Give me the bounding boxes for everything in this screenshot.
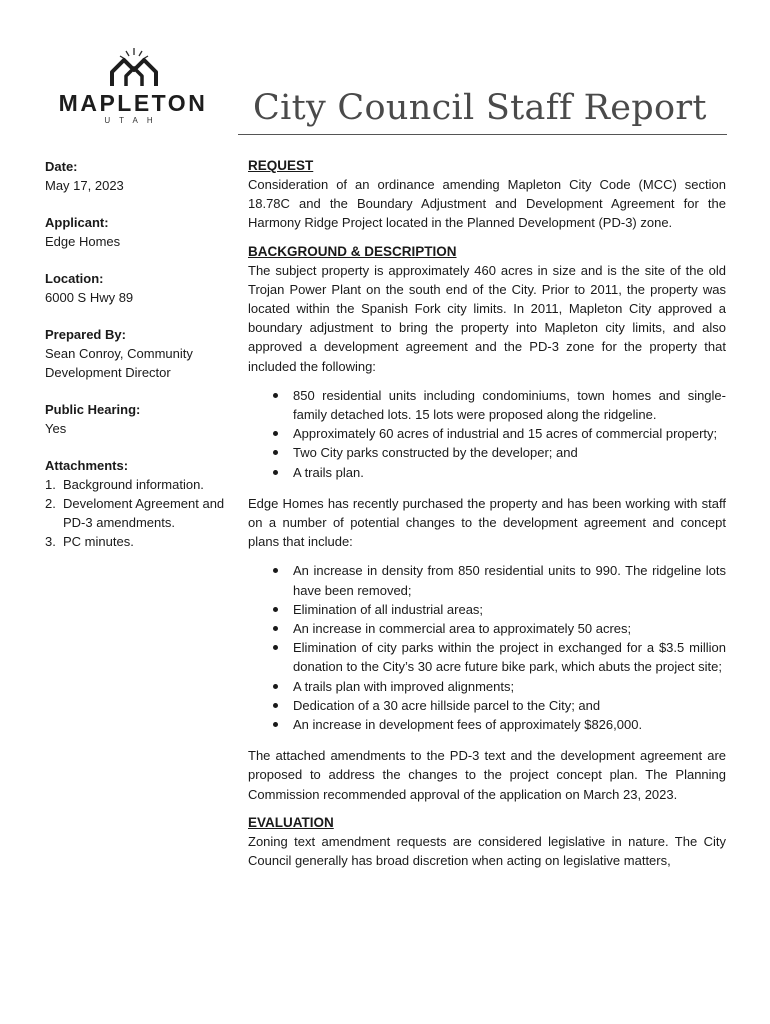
- report-body: [248, 157, 726, 880]
- attachment-number: 1.: [45, 477, 56, 492]
- sidebar-value: Sean Conroy, Community: [45, 346, 193, 361]
- sidebar-public-hearing: [45, 400, 235, 438]
- sidebar-label: Date:: [45, 159, 78, 174]
- bullet-icon: [273, 568, 278, 573]
- bullet-icon: [273, 450, 278, 455]
- attachment-text: Background information.: [63, 477, 204, 492]
- sidebar-value: Edge Homes: [45, 234, 121, 249]
- attachment-number: 3.: [45, 534, 56, 549]
- sidebar: [45, 157, 235, 569]
- bullet-icon: [273, 703, 278, 708]
- list-item-text: Two City parks constructed by the developer; and: [293, 445, 578, 461]
- sidebar-label: Public Hearing:: [45, 402, 141, 417]
- background-intro: The subject property is approximately 460 acres in size and is the site of the old Trojan Power Plant on the south end of the City. Prior to 2011, the property was located within the Spanish Fork city limits. In 2011, Mapleton City approved a boundary adjustment to bring the property into Mapleton city limits, and also approved a development agreement and the PD-3 zone for the property that included the following:: [248, 262, 726, 374]
- list-item: [248, 600, 726, 619]
- bullet-icon: [273, 645, 278, 650]
- attachment-number: 2.: [45, 496, 56, 511]
- attachment-item: [45, 532, 235, 551]
- sidebar-value: 6000 S Hwy 89: [45, 290, 134, 305]
- list-item-text: A trails plan with improved alignments;: [293, 678, 515, 694]
- list-item-text: Elimination of all industrial areas;: [293, 601, 484, 617]
- list-item: [248, 696, 726, 715]
- attachment-text: PC minutes.: [63, 534, 134, 549]
- bullet-icon: [273, 607, 278, 612]
- list-item-text: 850 residential units including condominiums, town homes and single-family detached lots. 15 lots were proposed along the ridgeline.: [293, 387, 726, 423]
- bullet-icon: [273, 393, 278, 398]
- evaluation-heading: EVALUATION: [248, 814, 334, 830]
- attachments-list: [45, 475, 235, 551]
- list-item-text: Approximately 60 acres of industrial and 15 acres of commercial property;: [293, 426, 718, 442]
- list-item: [248, 638, 726, 676]
- attachment-text: Develoment Agreement and PD-3 amendments.: [63, 496, 225, 530]
- request-text: Consideration of an ordinance amending Mapleton City Code (MCC) section 18.78C and the Boundary Adjustment and Development Agreement for the Harmony Ridge Project located in the Planned Development (PD-3) zone.: [248, 177, 726, 231]
- list-item: [248, 463, 726, 482]
- list-item-text: An increase in development fees of approximately $826,000.: [293, 717, 643, 733]
- attachment-item: [45, 494, 235, 532]
- list-item-text: Elimination of city parks within the project in exchanged for a $3.5 million donation to the City’s 30 acre future bike park, which abuts the project site;: [293, 640, 726, 675]
- background-para-3: The attached amendments to the PD-3 text and the development agreement are proposed to address the changes to the project concept plan. The Planning Commission recommended approval of the application on March 23, 2023.: [248, 748, 726, 802]
- list-item: [248, 386, 726, 424]
- sidebar-label: Attachments:: [45, 458, 129, 473]
- mapleton-logo: [48, 46, 218, 128]
- list-item-text: A trails plan.: [293, 464, 364, 480]
- sidebar-applicant: [45, 213, 235, 251]
- list-item: [248, 424, 726, 443]
- list-item-text: An increase in density from 850 residential units to 990. The ridgeline lots have been removed;: [293, 563, 726, 598]
- title-divider: [238, 134, 727, 135]
- evaluation-section: [248, 814, 726, 870]
- sidebar-label: Applicant:: [45, 215, 109, 230]
- logo-name: MAPLETON: [58, 90, 208, 116]
- bullet-icon: [273, 684, 278, 689]
- evaluation-text: Zoning text amendment requests are considered legislative in nature. The City Council generally has broad discretion when acting on legislative matters,: [248, 833, 726, 869]
- sidebar-value: Development Director: [45, 365, 171, 380]
- list-item: [248, 443, 726, 462]
- background-section: [248, 243, 726, 804]
- mountain-sun-icon: [106, 46, 162, 90]
- proposed-changes-list: [248, 561, 726, 734]
- list-item-text: Dedication of a 30 acre hillside parcel to the City; and: [293, 697, 601, 713]
- sidebar-prepared-by: [45, 325, 235, 382]
- bullet-icon: [273, 722, 278, 727]
- sidebar-attachments: [45, 456, 235, 551]
- list-item: [248, 677, 726, 696]
- bullet-icon: [273, 626, 278, 631]
- sidebar-label: Location:: [45, 271, 104, 286]
- list-item: [248, 561, 726, 599]
- sidebar-location: [45, 269, 235, 307]
- background-heading: BACKGROUND & DESCRIPTION: [248, 243, 457, 259]
- sidebar-value: Yes: [45, 421, 67, 436]
- sidebar-label: Prepared By:: [45, 327, 126, 342]
- logo-subtitle: UTAH: [104, 116, 162, 125]
- bullet-icon: [273, 431, 278, 436]
- list-item: [248, 715, 726, 734]
- sidebar-date: [45, 157, 235, 195]
- request-section: [248, 157, 726, 233]
- list-item: [248, 619, 726, 638]
- report-title: City Council Staff Report: [253, 88, 707, 128]
- attachment-item: [45, 475, 235, 494]
- list-item-text: An increase in commercial area to approximately 50 acres;: [293, 621, 632, 637]
- bullet-icon: [273, 470, 278, 475]
- request-heading: REQUEST: [248, 158, 314, 173]
- sidebar-value: May 17, 2023: [45, 178, 124, 193]
- background-para-2: Edge Homes has recently purchased the property and has been working with staff on a number of potential changes to the development agreement and concept plans that include:: [248, 495, 726, 550]
- original-approval-list: [248, 386, 726, 482]
